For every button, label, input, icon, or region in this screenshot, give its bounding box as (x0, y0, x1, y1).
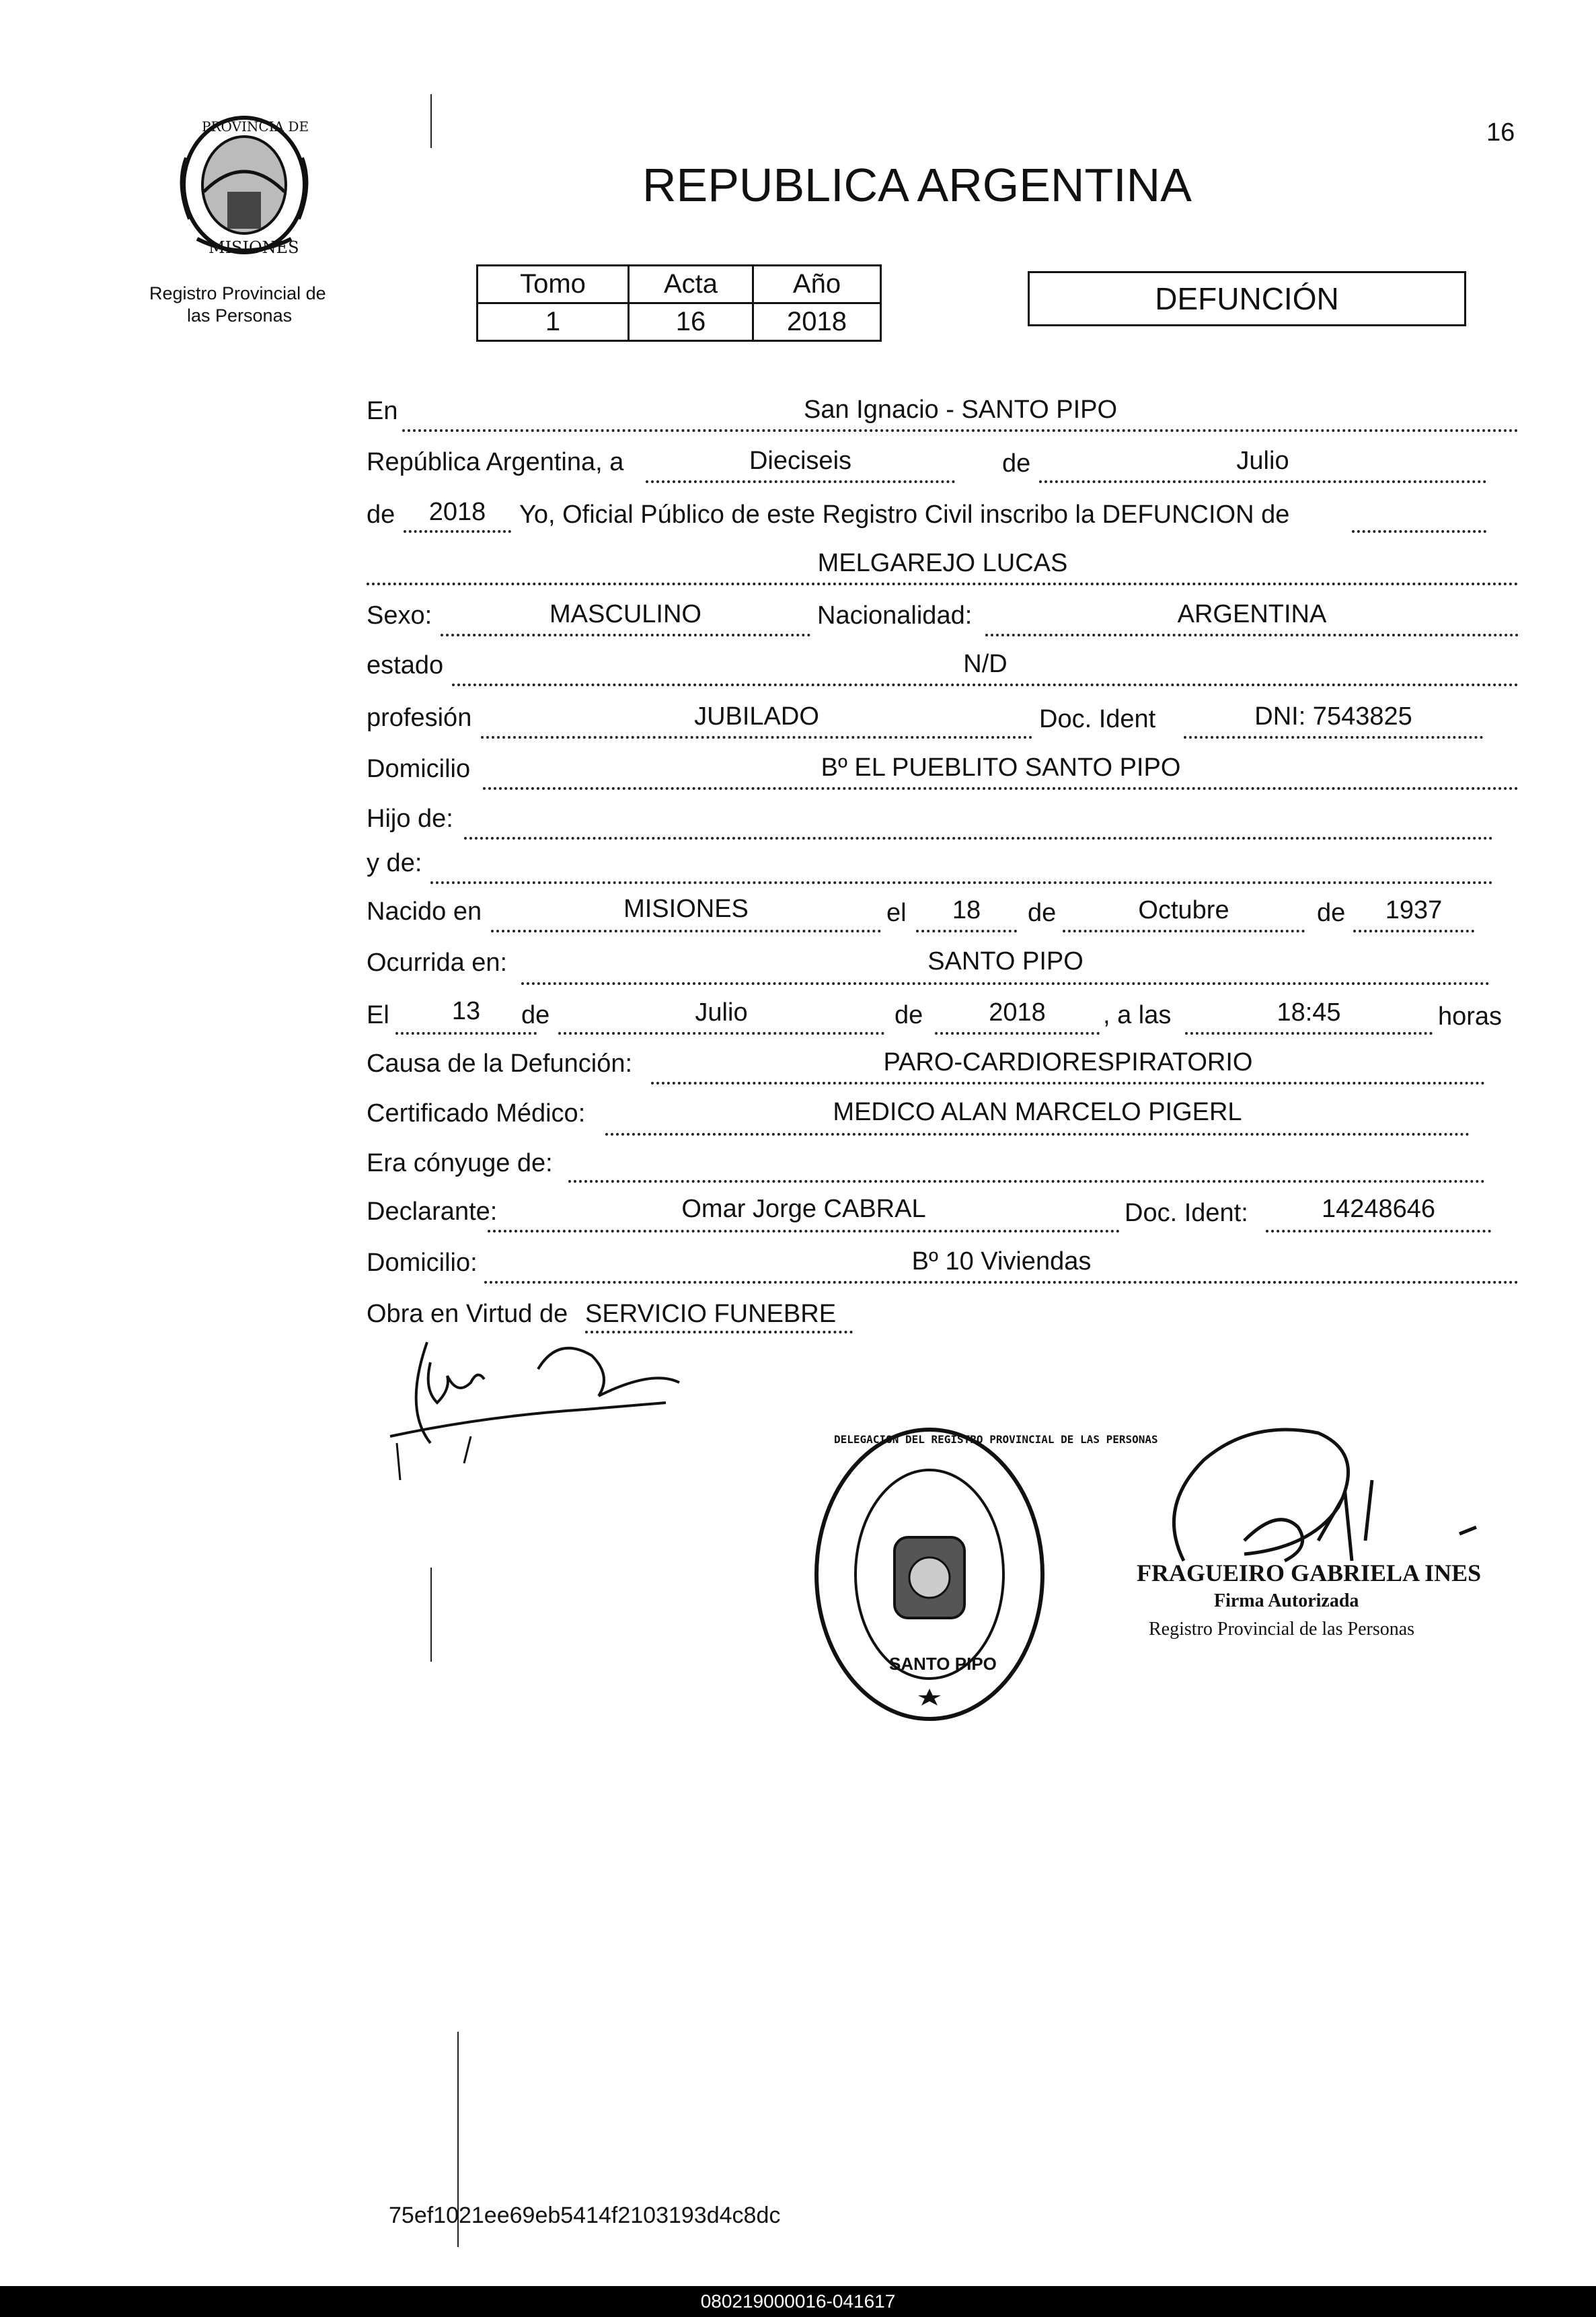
a-las-label: , a las (1103, 1001, 1172, 1029)
nacido-el-label: el (886, 899, 907, 927)
declarante-doc-value: 14248646 (1321, 1195, 1436, 1223)
muerte-dia-line (395, 1032, 537, 1035)
scan-margin-line (430, 94, 432, 148)
record-table (476, 264, 882, 342)
doc-ident-value: DNI: 7543825 (1254, 702, 1412, 731)
authorized-office: Registro Provincial de las Personas (1149, 1619, 1415, 1640)
coat-of-arms-top-text: PROVINCIA DE (202, 118, 309, 135)
authorized-role: Firma Autorizada (1214, 1590, 1359, 1611)
barcode-text: 080219000016-041617 (700, 2291, 896, 2312)
muerte-anio-line (935, 1032, 1100, 1035)
certificado-line (605, 1133, 1470, 1136)
nacido-lugar-value: MISIONES (623, 895, 749, 923)
nacido-anio-line (1353, 930, 1474, 932)
profesion-line (481, 736, 1032, 739)
de-label: de (1002, 449, 1031, 478)
estado-value: N/D (963, 650, 1008, 678)
el2-label: El (367, 1001, 389, 1029)
year-line (404, 530, 511, 533)
doc-ident-label: Doc. Ident (1039, 705, 1156, 733)
nacido-de1-label: de (1028, 899, 1057, 927)
en-label: En (367, 397, 398, 425)
nacido-dia-value: 18 (952, 896, 981, 924)
authorized-name: FRAGUEIRO GABRIELA INES (1137, 1559, 1482, 1586)
horas-label: horas (1438, 1002, 1503, 1031)
muerte-mes-line (558, 1032, 884, 1035)
declarante-doc-line (1266, 1230, 1491, 1233)
certificado-label: Certificado Médico: (367, 1099, 586, 1128)
muerte-mes-value: Julio (695, 998, 748, 1027)
muerte-hora-value: 18:45 (1277, 998, 1341, 1027)
ocurrida-line (521, 982, 1490, 985)
nacido-label: Nacido en (367, 897, 482, 926)
day-line (646, 480, 955, 483)
causa-line (651, 1082, 1485, 1084)
hijo-line (464, 837, 1493, 840)
record-header-tomo: Tomo (478, 266, 629, 303)
declarante-value: Omar Jorge CABRAL (681, 1195, 926, 1223)
day-value: Dieciseis (749, 447, 852, 475)
nacido-mes-line (1063, 930, 1305, 932)
nacionalidad-value: ARGENTINA (1177, 600, 1327, 628)
document-type-box (1028, 271, 1466, 326)
profesion-value: JUBILADO (694, 702, 819, 731)
domicilio-value: Bº EL PUEBLITO SANTO PIPO (821, 753, 1181, 782)
stamp-town: SANTO PIPO (889, 1654, 997, 1674)
scan-margin-line (430, 1568, 432, 1662)
deceased-name: MELGAREJO LUCAS (817, 549, 1068, 577)
year-value: 2018 (428, 498, 486, 526)
record-header-anio: Año (753, 266, 881, 303)
muerte-de1-label: de (521, 1001, 550, 1029)
sexo-value: MASCULINO (549, 600, 701, 628)
nacido-anio-value: 1937 (1385, 896, 1443, 924)
declarante-line (488, 1230, 1120, 1233)
coat-of-arms-bottom-text: MISIONES (208, 238, 299, 257)
oficial-line (1352, 530, 1486, 533)
page-number: 16 (1486, 118, 1515, 147)
record-value-acta: 16 (629, 303, 753, 341)
muerte-dia-value: 13 (451, 997, 481, 1025)
hijo-label: Hijo de: (367, 805, 453, 833)
authorized-signature (1143, 1406, 1493, 1581)
sexo-line (441, 634, 810, 636)
registry-seal-stamp (810, 1423, 1049, 1732)
footer-bar (0, 2286, 1596, 2317)
ocurrida-label: Ocurrida en: (367, 949, 508, 977)
ocurrida-value: SANTO PIPO (927, 947, 1084, 976)
causa-label: Causa de la Defunción: (367, 1050, 633, 1078)
obra-value: SERVICIO FUNEBRE (585, 1300, 837, 1328)
nacionalidad-label: Nacionalidad: (817, 601, 973, 630)
declarante-dom-label: Domicilio: (367, 1249, 478, 1277)
conyuge-label: Era cónyuge de: (367, 1149, 553, 1177)
name-line (367, 583, 1519, 585)
doc-ident-line (1184, 736, 1483, 739)
document-hash: 75ef1021ee69eb5414f2103193d4c8dc (389, 2203, 781, 2228)
muerte-hora-line (1185, 1032, 1433, 1035)
domicilio-label: Domicilio (367, 755, 471, 783)
nacido-dia-line (916, 930, 1017, 932)
declarante-dom-line (484, 1281, 1519, 1284)
nacionalidad-line (985, 634, 1519, 636)
muerte-de2-label: de (895, 1001, 923, 1029)
record-header-acta: Acta (629, 266, 753, 303)
certificado-value: MEDICO ALAN MARCELO PIGERL (833, 1098, 1242, 1126)
nacido-mes-value: Octubre (1138, 896, 1229, 924)
place-line (402, 429, 1519, 432)
sexo-label: Sexo: (367, 601, 432, 630)
estado-label: estado (367, 651, 444, 679)
estado-line (452, 684, 1519, 686)
declarante-dom-value: Bº 10 Viviendas (911, 1247, 1092, 1276)
profesion-label: profesión (367, 704, 472, 732)
record-value-anio: 2018 (753, 303, 881, 341)
registry-name-line1: Registro Provincial de (149, 283, 326, 303)
de-year-label: de (367, 501, 395, 529)
domicilio-line (483, 787, 1519, 790)
y-de-label: y de: (367, 849, 422, 877)
place-value: San Ignacio - SANTO PIPO (803, 396, 1118, 424)
muerte-anio-value: 2018 (989, 998, 1046, 1027)
declarant-signature (383, 1329, 699, 1483)
nacido-lugar-line (491, 930, 881, 932)
record-value-tomo: 1 (478, 303, 629, 341)
month-line (1039, 480, 1486, 483)
causa-value: PARO-CARDIORESPIRATORIO (883, 1048, 1253, 1076)
conyuge-line (568, 1180, 1485, 1183)
declarante-doc-label: Doc. Ident: (1125, 1199, 1248, 1227)
nacido-de2-label: de (1317, 899, 1346, 927)
registry-name-line2: las Personas (187, 305, 293, 326)
y-de-line (430, 881, 1493, 884)
republica-label: República Argentina, a (367, 448, 624, 476)
document-type: DEFUNCIÓN (1155, 281, 1339, 316)
country-title: REPUBLICA ARGENTINA (642, 159, 1192, 211)
stamp-ring-text: DELEGACION DEL REGISTRO PROVINCIAL DE LAS PERSONAS (834, 1433, 1158, 1446)
oficial-text: Yo, Oficial Público de este Registro Civil inscribo la DEFUNCION de (519, 501, 1290, 529)
declarante-label: Declarante: (367, 1198, 498, 1226)
obra-label: Obra en Virtud de (367, 1300, 568, 1328)
month-value: Julio (1236, 447, 1289, 475)
